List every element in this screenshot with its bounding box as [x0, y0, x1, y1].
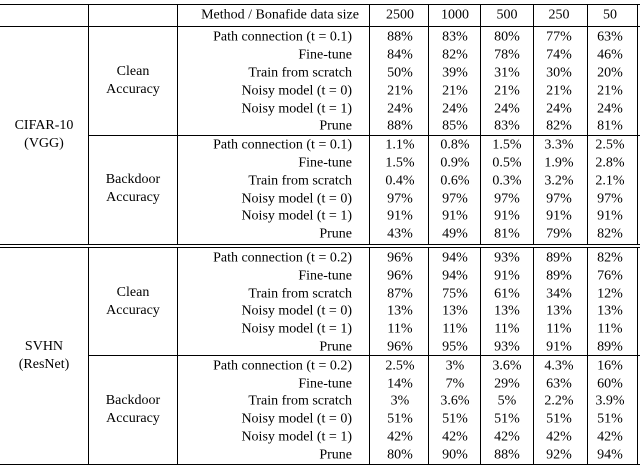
- value-cell: 51%: [597, 411, 623, 427]
- method-name: Fine-tune: [298, 268, 352, 284]
- method-name: Path connection (t = 0.2): [213, 250, 352, 266]
- value-cell: 78%: [494, 47, 520, 63]
- column-rule: [428, 4, 429, 27]
- method-name: Noisy model (t = 1): [241, 101, 352, 117]
- value-cell: 1.1%: [385, 137, 415, 153]
- value-cell: 21%: [494, 83, 520, 99]
- value-cell: 80%: [387, 447, 413, 463]
- method-name: Train from scratch: [248, 173, 352, 189]
- value-cell: 7%: [445, 376, 465, 392]
- value-cell: 51%: [442, 411, 468, 427]
- header-method: Method / Bonafide data size: [201, 7, 359, 23]
- value-cell: 83%: [494, 118, 520, 134]
- column-rule: [369, 26, 370, 245]
- value-cell: 31%: [494, 65, 520, 81]
- method-name: Fine-tune: [298, 376, 352, 392]
- value-cell: 0.5%: [492, 155, 522, 171]
- section-rule: [0, 247, 640, 248]
- value-cell: 13%: [494, 303, 520, 319]
- column-rule: [480, 26, 481, 245]
- column-rule: [533, 26, 534, 245]
- value-cell: 11%: [442, 321, 468, 337]
- value-cell: 13%: [387, 303, 413, 319]
- value-cell: 63%: [546, 376, 572, 392]
- value-cell: 42%: [494, 429, 520, 445]
- value-cell: 3.2%: [544, 173, 574, 189]
- value-cell: 2.1%: [595, 173, 625, 189]
- value-cell: 87%: [387, 286, 413, 302]
- method-name: Noisy model (t = 1): [241, 429, 352, 445]
- method-name: Fine-tune: [298, 155, 352, 171]
- value-cell: 91%: [494, 268, 520, 284]
- value-cell: 24%: [597, 101, 623, 117]
- value-cell: 60%: [597, 376, 623, 392]
- value-cell: 51%: [546, 411, 572, 427]
- bottom-rule: [0, 464, 640, 465]
- value-cell: 2.5%: [595, 137, 625, 153]
- dataset-name: SVHN: [24, 338, 64, 354]
- column-rule: [369, 4, 370, 27]
- value-cell: 51%: [387, 411, 413, 427]
- column-rule: [637, 26, 638, 245]
- value-cell: 24%: [387, 101, 413, 117]
- column-rule: [587, 4, 588, 27]
- column-rule: [587, 247, 588, 466]
- value-cell: 34%: [546, 286, 572, 302]
- value-cell: 42%: [387, 429, 413, 445]
- value-cell: 97%: [494, 191, 520, 207]
- method-name: Train from scratch: [248, 65, 352, 81]
- value-cell: 97%: [597, 191, 623, 207]
- column-rule: [480, 4, 481, 27]
- value-cell: 0.4%: [385, 173, 415, 189]
- value-cell: 91%: [546, 339, 572, 355]
- value-cell: 12%: [597, 286, 623, 302]
- value-cell: 2.8%: [595, 155, 625, 171]
- value-cell: 88%: [387, 118, 413, 134]
- dataset-name: CIFAR-10: [14, 118, 74, 134]
- value-cell: 11%: [546, 321, 572, 337]
- value-cell: 50%: [387, 65, 413, 81]
- method-name: Noisy model (t = 0): [241, 83, 352, 99]
- method-name: Train from scratch: [248, 286, 352, 302]
- value-cell: 5%: [497, 393, 517, 409]
- dataset-label: [15, 117, 74, 153]
- value-cell: 97%: [546, 191, 572, 207]
- value-cell: 97%: [442, 191, 468, 207]
- value-cell: 14%: [387, 376, 413, 392]
- value-cell: 20%: [597, 65, 623, 81]
- value-cell: 3.6%: [440, 393, 470, 409]
- value-cell: 21%: [442, 83, 468, 99]
- value-cell: 84%: [387, 47, 413, 63]
- value-cell: 94%: [442, 250, 468, 266]
- value-cell: 3%: [445, 358, 465, 374]
- value-cell: 0.9%: [440, 155, 470, 171]
- column-rule: [533, 247, 534, 466]
- value-cell: 0.6%: [440, 173, 470, 189]
- value-cell: 89%: [546, 268, 572, 284]
- column-rule: [177, 26, 178, 245]
- value-cell: 1.5%: [385, 155, 415, 171]
- value-cell: 11%: [494, 321, 520, 337]
- group-title: Clean: [116, 64, 150, 80]
- value-cell: 13%: [442, 303, 468, 319]
- dataset-model: (VGG): [24, 136, 64, 152]
- column-rule: [480, 247, 481, 466]
- group-subtitle: Accuracy: [106, 410, 160, 426]
- method-name: Path connection (t = 0.1): [213, 29, 352, 45]
- value-cell: 30%: [546, 65, 572, 81]
- value-cell: 81%: [597, 118, 623, 134]
- column-rule: [88, 4, 89, 27]
- column-rule: [587, 26, 588, 245]
- column-rule: [637, 247, 638, 466]
- group-title: Clean: [116, 285, 150, 300]
- value-cell: 74%: [546, 47, 572, 63]
- group-subtitle: Accuracy: [106, 303, 160, 318]
- column-rule: [428, 26, 429, 245]
- header-size: 500: [496, 7, 518, 23]
- value-cell: 21%: [597, 83, 623, 99]
- value-cell: 82%: [597, 226, 623, 242]
- column-rule: [177, 4, 178, 27]
- method-name: Noisy model (t = 1): [241, 321, 352, 337]
- group-rule: [88, 135, 640, 136]
- column-rule: [637, 4, 638, 27]
- value-cell: 43%: [387, 226, 413, 242]
- method-name: Noisy model (t = 0): [241, 191, 352, 207]
- value-cell: 39%: [442, 65, 468, 81]
- dataset-label: [19, 338, 70, 374]
- value-cell: 96%: [387, 250, 413, 266]
- group-title: Backdoor: [105, 392, 161, 408]
- dataset-model: (ResNet): [18, 356, 70, 372]
- value-cell: 11%: [387, 321, 413, 337]
- value-cell: 96%: [387, 339, 413, 355]
- group-label: [106, 63, 160, 99]
- method-name: Noisy model (t = 0): [241, 411, 352, 427]
- value-cell: 24%: [442, 101, 468, 117]
- top-rule: [0, 4, 640, 5]
- method-name: Prune: [319, 339, 352, 355]
- value-cell: 13%: [546, 303, 572, 319]
- method-name: Noisy model (t = 1): [241, 208, 352, 224]
- value-cell: 0.8%: [440, 137, 470, 153]
- value-cell: 2.2%: [544, 393, 574, 409]
- value-cell: 88%: [387, 29, 413, 45]
- value-cell: 93%: [494, 339, 520, 355]
- value-cell: 96%: [387, 268, 413, 284]
- value-cell: 0.3%: [492, 173, 522, 189]
- method-name: Prune: [319, 118, 352, 134]
- method-name: Prune: [319, 226, 352, 242]
- value-cell: 91%: [597, 208, 623, 224]
- value-cell: 42%: [597, 429, 623, 445]
- method-name: Train from scratch: [248, 393, 352, 409]
- value-cell: 76%: [597, 268, 623, 284]
- value-cell: 91%: [494, 208, 520, 224]
- value-cell: 49%: [442, 226, 468, 242]
- value-cell: 82%: [546, 118, 572, 134]
- value-cell: 91%: [442, 208, 468, 224]
- value-cell: 21%: [546, 83, 572, 99]
- value-cell: 4.3%: [544, 358, 574, 374]
- value-cell: 79%: [546, 226, 572, 242]
- value-cell: 95%: [442, 339, 468, 355]
- value-cell: 97%: [387, 191, 413, 207]
- value-cell: 77%: [546, 29, 572, 45]
- value-cell: 92%: [546, 447, 572, 463]
- value-cell: 89%: [546, 250, 572, 266]
- value-cell: 3.6%: [492, 358, 522, 374]
- value-cell: 91%: [387, 208, 413, 224]
- section-rule: [0, 244, 640, 245]
- group-rule: [88, 355, 640, 356]
- value-cell: 51%: [494, 411, 520, 427]
- value-cell: 88%: [494, 447, 520, 463]
- column-rule: [177, 247, 178, 466]
- value-cell: 13%: [597, 303, 623, 319]
- value-cell: 1.5%: [492, 137, 522, 153]
- method-name: Prune: [319, 447, 352, 463]
- header-size: 250: [548, 7, 570, 23]
- group-subtitle: Accuracy: [106, 190, 160, 206]
- value-cell: 24%: [546, 101, 572, 117]
- column-rule: [533, 4, 534, 27]
- header-size: 50: [603, 7, 617, 23]
- group-subtitle: Accuracy: [106, 82, 160, 98]
- value-cell: 3%: [390, 393, 410, 409]
- value-cell: 93%: [494, 250, 520, 266]
- value-cell: 82%: [442, 47, 468, 63]
- value-cell: 91%: [546, 208, 572, 224]
- column-rule: [369, 247, 370, 466]
- value-cell: 85%: [442, 118, 468, 134]
- value-cell: 21%: [387, 83, 413, 99]
- value-cell: 1.9%: [544, 155, 574, 171]
- value-cell: 46%: [597, 47, 623, 63]
- value-cell: 82%: [597, 250, 623, 266]
- column-rule: [88, 247, 89, 466]
- value-cell: 42%: [546, 429, 572, 445]
- value-cell: 11%: [597, 321, 623, 337]
- header-size: 2500: [386, 7, 414, 23]
- value-cell: 29%: [494, 376, 520, 392]
- header-size: 1000: [441, 7, 469, 23]
- group-title: Backdoor: [105, 172, 161, 188]
- value-cell: 16%: [597, 358, 623, 374]
- column-rule: [88, 26, 89, 245]
- column-rule: [428, 247, 429, 466]
- value-cell: 94%: [442, 268, 468, 284]
- group-label: [106, 171, 160, 207]
- value-cell: 83%: [442, 29, 468, 45]
- value-cell: 63%: [597, 29, 623, 45]
- value-cell: 3.3%: [544, 137, 574, 153]
- method-name: Path connection (t = 0.1): [213, 137, 352, 153]
- method-name: Path connection (t = 0.2): [213, 358, 352, 374]
- value-cell: 61%: [494, 286, 520, 302]
- value-cell: 90%: [442, 447, 468, 463]
- value-cell: 75%: [442, 286, 468, 302]
- value-cell: 89%: [597, 339, 623, 355]
- value-cell: 94%: [597, 447, 623, 463]
- method-name: Fine-tune: [298, 47, 352, 63]
- group-label: [106, 284, 160, 320]
- value-cell: 42%: [442, 429, 468, 445]
- method-name: Noisy model (t = 0): [241, 303, 352, 319]
- group-label: [106, 392, 160, 428]
- value-cell: 80%: [494, 29, 520, 45]
- value-cell: 24%: [494, 101, 520, 117]
- value-cell: 3.9%: [595, 393, 625, 409]
- header-rule: [0, 26, 640, 27]
- value-cell: 2.5%: [385, 358, 415, 374]
- value-cell: 81%: [494, 226, 520, 242]
